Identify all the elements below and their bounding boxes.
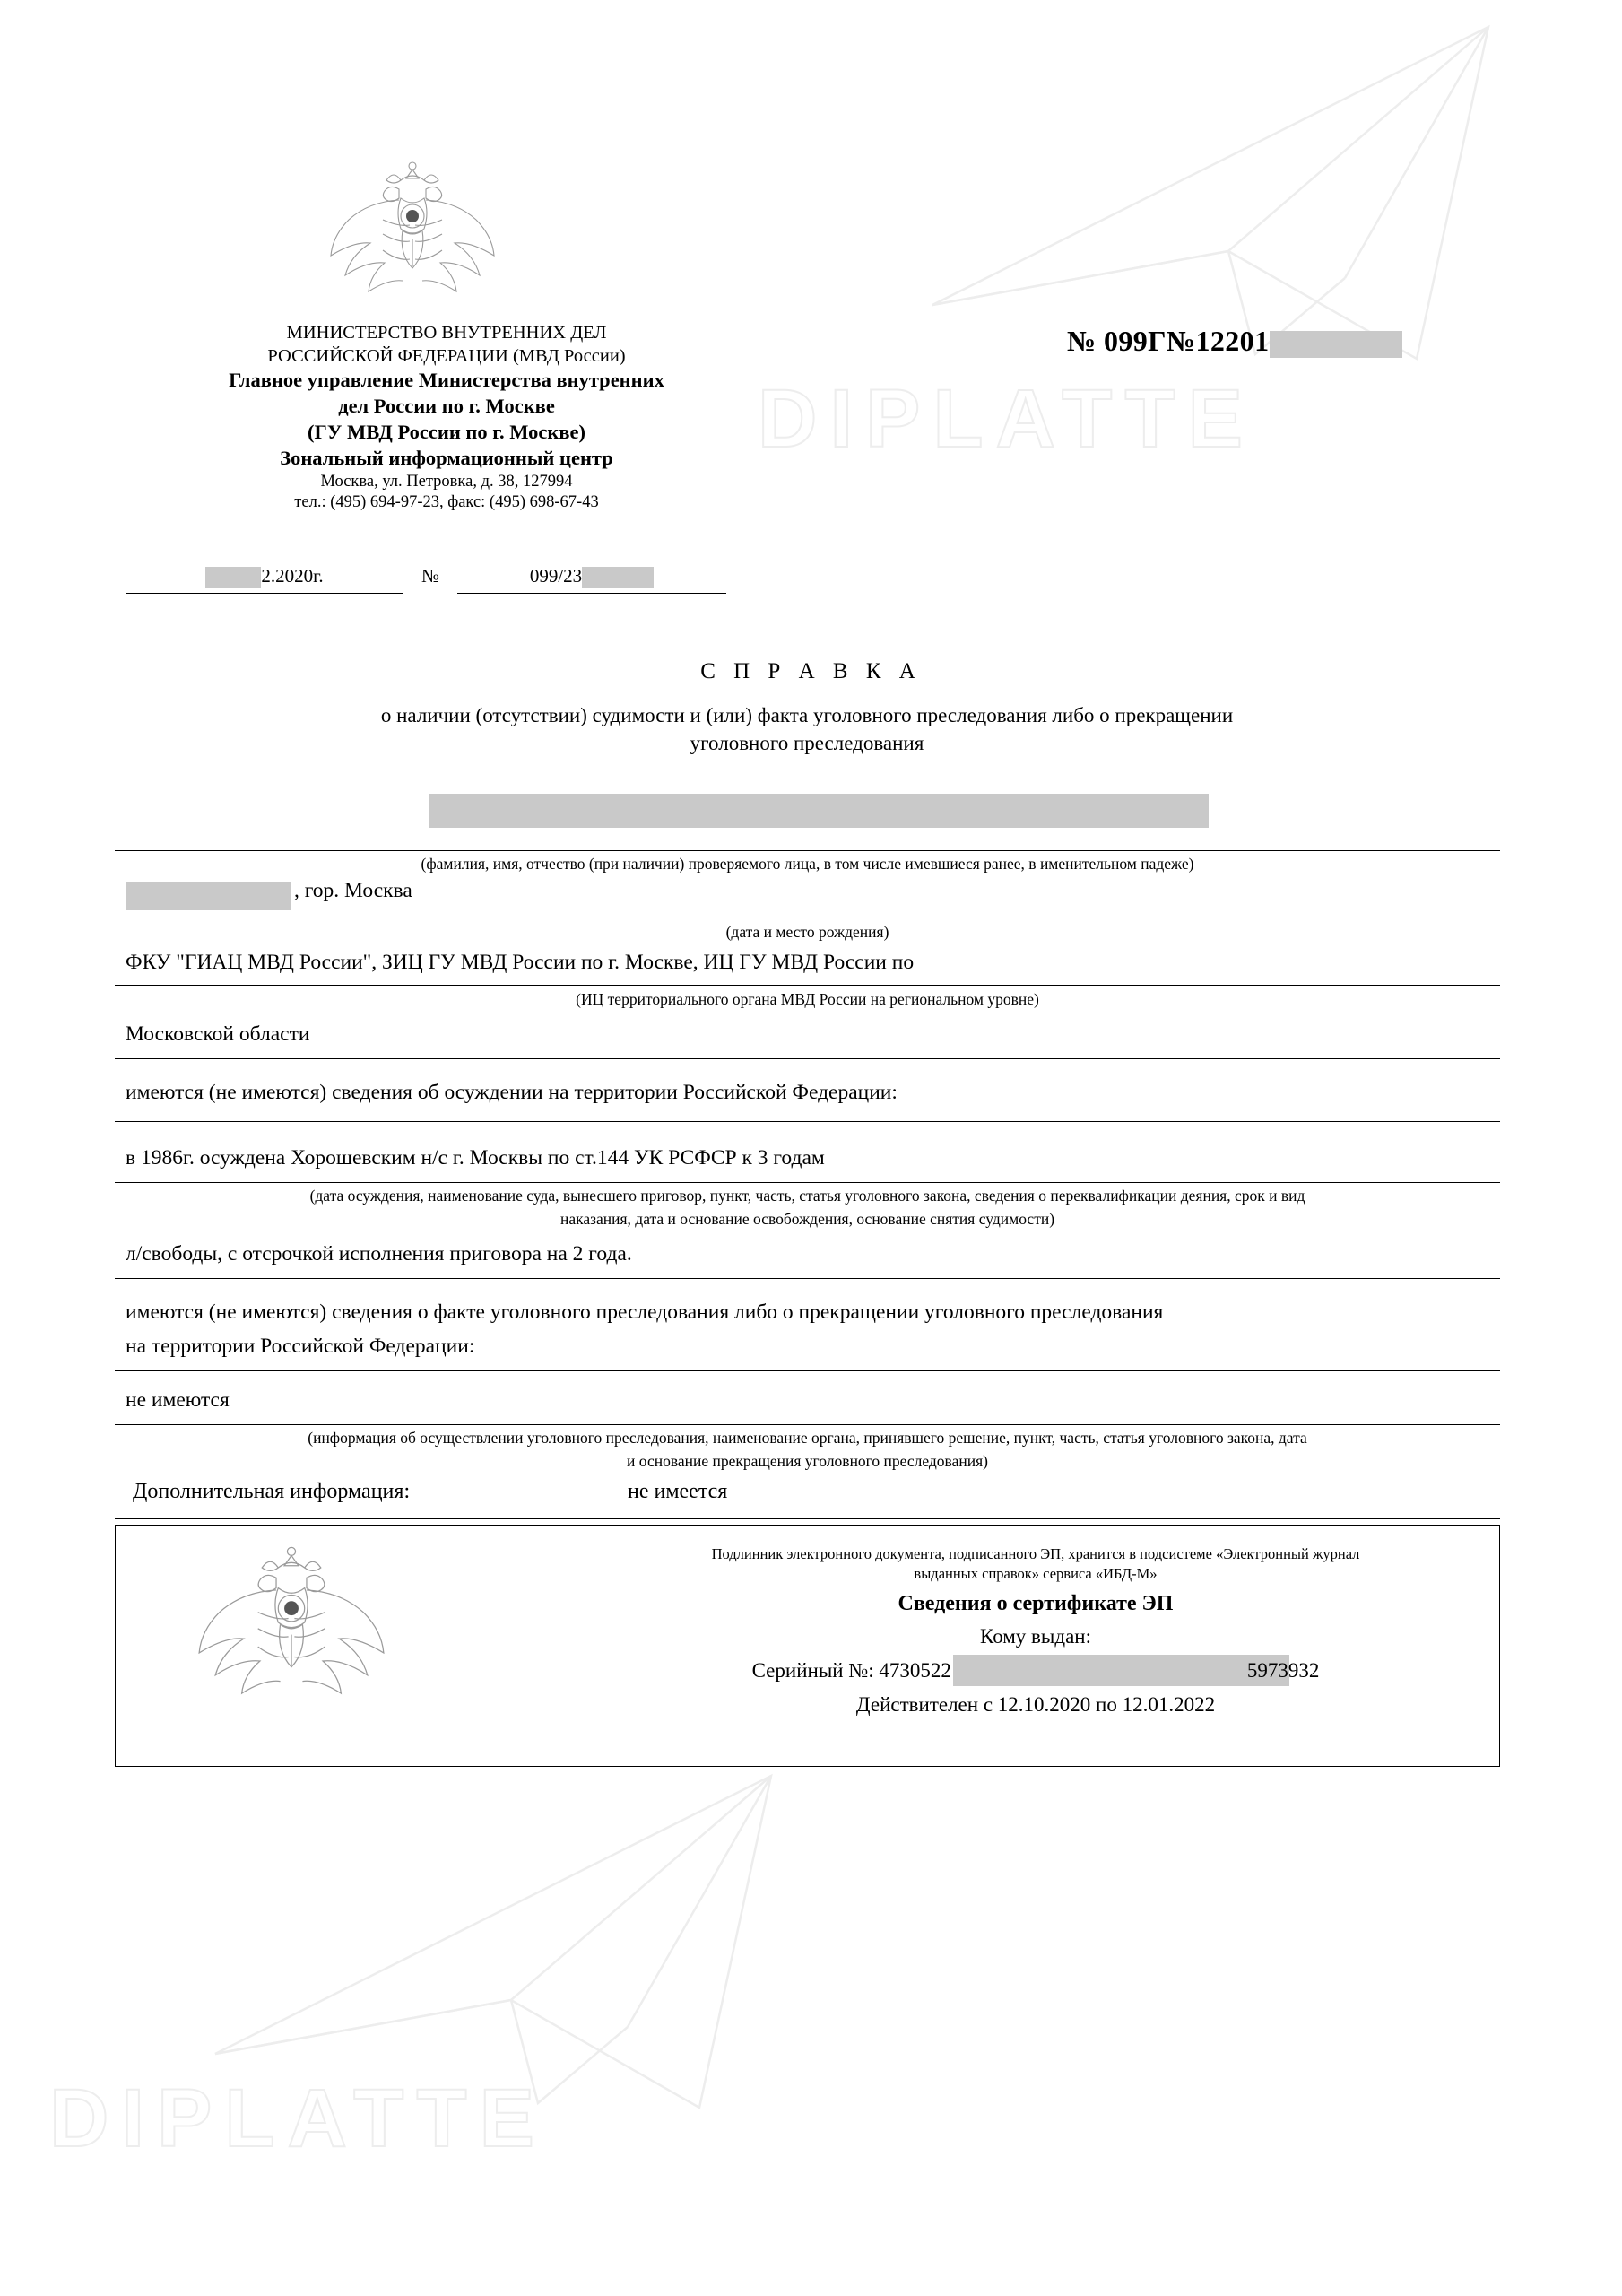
ministry-line-2: РОССИЙСКОЙ ФЕДЕРАЦИИ (МВД России) (267, 346, 626, 367)
paper-plane-watermark-icon (915, 9, 1542, 368)
organization-block (133, 321, 760, 514)
certificate-issued-to-label: Кому выдан: (980, 1625, 1091, 1648)
full-name-line (115, 850, 1500, 851)
certificate-serial-tail: 5973932 (1246, 1659, 1320, 1682)
certificate-note-line-1: Подлинник электронного документа, подписанного ЭП, хранится в подсистеме «Электронный журнал (711, 1545, 1360, 1562)
agency-line-2 (115, 1058, 1500, 1059)
redaction-birth-date (126, 882, 291, 910)
ministry-line-1: МИНИСТЕРСТВО ВНУТРЕННИХ ДЕЛ (286, 323, 607, 343)
paper-plane-watermark-icon-2 (197, 1758, 825, 2117)
prosecution-value: не имеются (126, 1388, 230, 1412)
certificate-serial-label: Серийный №: 4730522 (751, 1659, 951, 1682)
agency-line (115, 985, 1500, 986)
conviction-caption-line-2: наказания, дата и основание освобождения, основание снятия судимости) (559, 1210, 1055, 1228)
issue-date-field (126, 565, 403, 594)
prosecution-caption-line-2: и основание прекращения уголовного преследования) (627, 1452, 988, 1470)
conviction-question-line (115, 1121, 1500, 1122)
department-line-2: дел России по г. Москве (338, 395, 555, 418)
prosecution-question-line-2: на территории Российской Федерации: (126, 1335, 475, 1358)
organization-phones: тел.: (495) 694-97-23, факс: (495) 698-67-43 (294, 493, 599, 512)
conviction-line-1 (115, 1182, 1500, 1183)
conviction-value-line-2: л/свободы, с отсрочкой исполнения приговора на 2 года. (126, 1242, 632, 1265)
additional-info-value: не имеется (628, 1480, 728, 1503)
additional-info-line (115, 1518, 1500, 1519)
certificate-note (619, 1544, 1453, 1585)
page-subtitle (224, 701, 1390, 757)
redaction-issue-date (205, 567, 261, 588)
full-name-caption: (фамилия, имя, отчество (при наличии) проверяемого лица, в том числе имевшиеся ранее, в именительном падеже) (421, 855, 1194, 873)
page-subtitle-line-1: о наличии (отсутствии) судимости и (или) факта уголовного преследования либо о прекращении (380, 704, 1234, 726)
document-number (1067, 325, 1402, 358)
certificate-serial-row (619, 1659, 1453, 1683)
redaction-document-number (1270, 331, 1402, 358)
agency-value-2: Московской области (126, 1022, 310, 1046)
redaction-full-name (429, 794, 1209, 828)
redaction-reg-number (582, 567, 654, 588)
certificate-note-line-2: выданных справок» сервиса «ИБД-М» (914, 1565, 1158, 1583)
certificate-issued-to-row (619, 1625, 1453, 1648)
conviction-value-line-1: в 1986г. осуждена Хорошевским н/с г. Москвы по ст.144 УК РСФСР к 3 годам (126, 1146, 825, 1170)
department-line-3: (ГУ МВД России по г. Москве) (308, 421, 585, 444)
prosecution-question-line-1: имеются (не имеются) сведения о факте уголовного преследования либо о прекращении уголовного преследования (126, 1300, 1164, 1324)
mvd-eagle-emblem-certificate-icon (175, 1534, 408, 1726)
organization-address: Москва, ул. Петровка, д. 38, 127994 (320, 472, 573, 491)
watermark-bottom: DIPLATTE (49, 2073, 547, 2164)
conviction-question: имеются (не имеются) сведения об осуждении на территории Российской Федерации: (126, 1081, 898, 1104)
agency-caption: (ИЦ территориального органа МВД России на региональном уровне) (576, 990, 1039, 1008)
prosecution-caption-line-1: (информация об осуществлении уголовного преследования, наименование органа, принявшего решение, пункт, часть, статья уголовного закона, дата (308, 1429, 1307, 1447)
agency-value: ФКУ "ГИАЦ МВД России", ЗИЦ ГУ МВД России по г. Москве, ИЦ ГУ МВД России по (126, 951, 915, 974)
certificate-title: Сведения о сертификате ЭП (898, 1592, 1174, 1615)
prosecution-line (115, 1424, 1500, 1425)
mvd-eagle-emblem-icon (309, 157, 516, 314)
additional-info-label: Дополнительная информация: (133, 1480, 411, 1503)
certificate-validity-row: Действителен с 12.10.2020 по 12.01.2022 (855, 1693, 1216, 1716)
reg-number-field (457, 565, 726, 594)
conviction-caption-line-1: (дата осуждения, наименование суда, вынесшего приговор, пункт, часть, статья уголовного закона, сведения о переквалификации деяния, срок и вид (309, 1187, 1305, 1205)
issue-date-value: 2.2020г. (261, 565, 324, 587)
reg-number-label: № (421, 565, 440, 587)
prosecution-question-line (115, 1370, 1500, 1371)
department-line-1: Главное управление Министерства внутренних (229, 369, 664, 392)
document-number-text: № 099Г№12201 (1067, 325, 1270, 357)
dateline (126, 565, 735, 601)
birth-caption: (дата и место рождения) (725, 923, 889, 941)
department-line-4: Зональный информационный центр (280, 446, 613, 469)
watermark-top: DIPLATTE (758, 373, 1255, 465)
birth-place-value: , гор. Москва (294, 879, 412, 902)
reg-number-value: 099/23 (529, 565, 583, 587)
page-subtitle-line-2: уголовного преследования (690, 732, 924, 755)
page-title: С П Р А В К А (700, 659, 922, 683)
conviction-line-2 (115, 1278, 1500, 1279)
